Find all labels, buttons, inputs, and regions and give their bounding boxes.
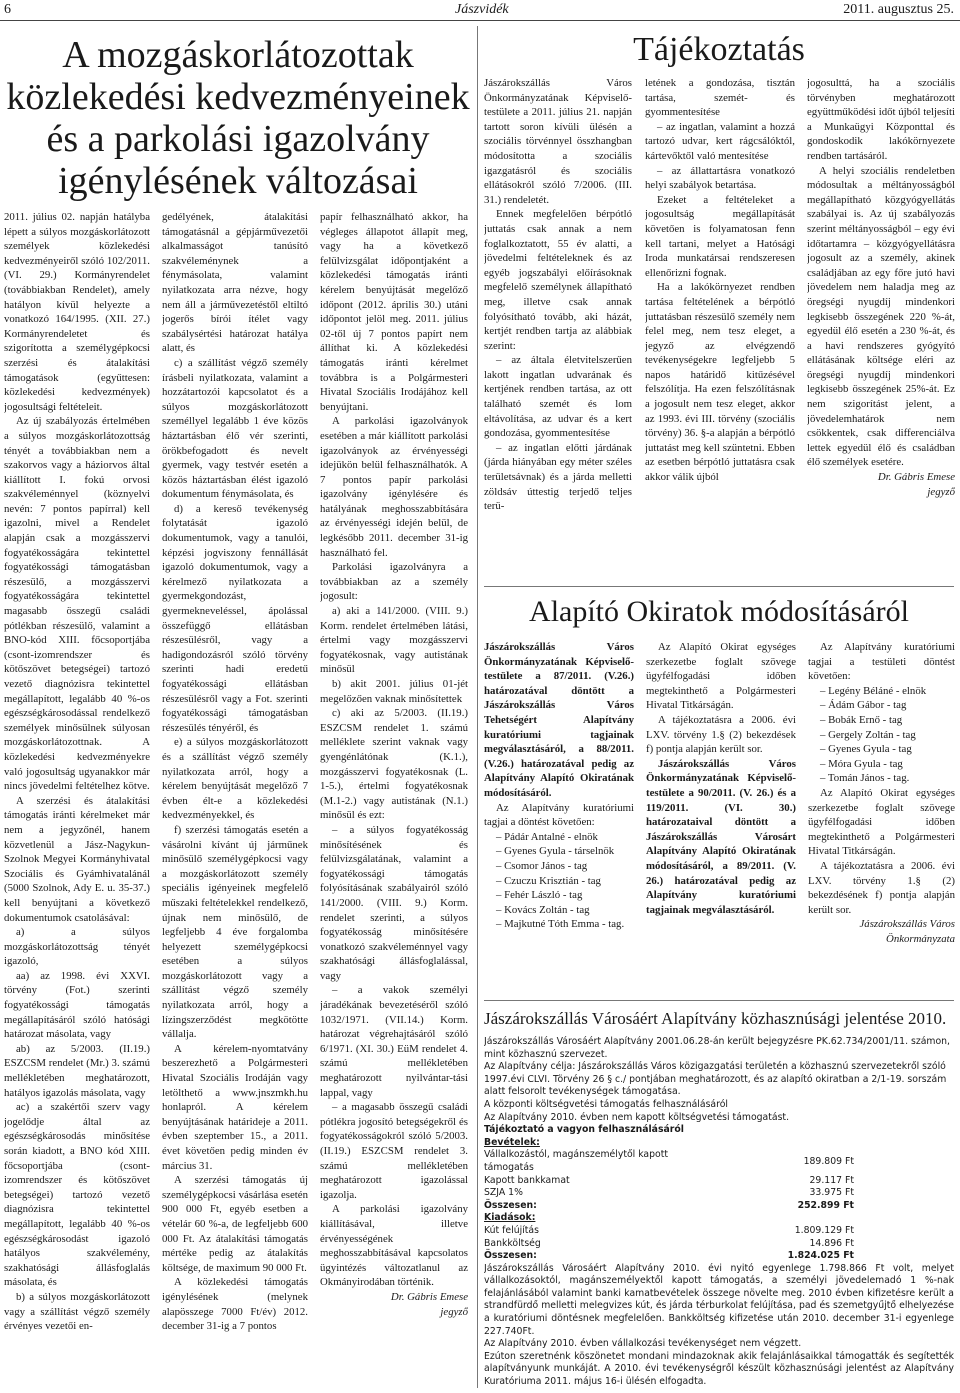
- paragraph: A szerzési és átalakítási támogatás iránti kérelmeket már nem a jegyzőnél, hanem közvetlenül a Jász-Nagykun-Szolnok Megyei Kormányhivatal Szociális és Gyámhivatalánál (5000 Szolnok, Ady E. u. 35-37.) kell benyújtani a következő dokumentumok csatolásával:: [4, 794, 150, 924]
- paragraph: A parkolási igazolvány kiállításával, illetve érvényességének meghosszabbításával kapcsolatos ügyintézés változatlanul az Okmányirodában történik.: [320, 1203, 468, 1289]
- list-item: – Fehér László - tag: [496, 889, 583, 902]
- report-line: Az Alapítvány célja: Jászárokszállás Város közigazgatási területén a közhasznú szervezetekről szóló 1997.évi CLVI. Törvény 26 § c./ pontjában meghatározott, és az alapító okiratban a 2/1-19. sorszám alatt felsorolt tevékenységek támogatása.: [484, 1061, 947, 1098]
- article-title-mozgaskorlatozottak: [0, 34, 476, 202]
- list-item: – Ádám Gábor - tag: [820, 699, 907, 712]
- table-row: [484, 1250, 854, 1263]
- row-label: Kapott bankkamat: [484, 1174, 570, 1186]
- row-label: Bankköltség: [484, 1237, 541, 1249]
- article2-column-2: [645, 76, 795, 584]
- row-label: SZJA 1%: [484, 1187, 523, 1199]
- paragraph: gedélyének, átalakítási támogatásnál a gépjárművezetői alkalmasságot tanúsító szakvéleménynek a fénymásolata, valamint nyilatkozata arra nézve, hogy nem áll a járművezetéstől eltiltó jogerős bírói ítélet vagy szabálysértési határozat hatálya alatt, és: [162, 211, 308, 355]
- paragraph: – az ingatlan előtti járdának (járda hiányában egy méter széles területsávnak) és a járda melletti zöldsáv úttestig terjedő teljes terü-: [484, 441, 632, 513]
- row-value: 1.824.025 Ft: [787, 1250, 854, 1262]
- row-value: 14.896 Ft: [809, 1237, 854, 1249]
- paragraph: A helyi szociális rendeletben módosultak a méltányosságból megállapítható közgyógyellátás szabályai is. Az új szabályozás szerint méltányosságból – egy évi időtartamra – közgyógyellátásra jogosult az a személy, akinek családjában az egy főre jutó havi jövedelem nem haladja meg az öregségi nyugdíj mindenkori legkisebb összegének 220 %-át, egyedül élő esetén a 230 %-át, és a havi rendszeres gyógyító ellátásának költsége eléri az öregségi nyugdíj mindenkori legkisebb összegének 25%-át. Ez nem szigorítást jelent, a jövedelemhatárok nem csökkentek, csak differenciálva lettek egyedül élő és családban élő személyek esetére.: [807, 164, 955, 469]
- paragraph: aa) az 1998. évi XXVI. törvény (Fot.) szerinti fogyatékossági támogatás megállapításáról szóló hatósági határozat másolata, vagy: [4, 969, 150, 1041]
- paragraph: jogosulttá, ha a szociális törvényben meghatározott együttműködési időt újból teljesíti a Munkaügyi Központtal és gondoskodik lakókörnyezete rendben tartásáról.: [807, 77, 955, 162]
- row-value: 189.809 Ft: [803, 1155, 854, 1167]
- issue-date: 2011. augusztus 25.: [843, 2, 954, 17]
- table-row: [484, 1238, 854, 1251]
- report-line: A központi költségvetési támogatás felhasználásáról: [484, 1098, 729, 1110]
- list-item: – Gyenes Gyula - tag: [820, 743, 912, 756]
- signature: Dr. Gábris Emese: [877, 471, 955, 484]
- report-title: Jászárokszállás Városáért Alapítvány közhasznúsági jelentése 2010.: [484, 1009, 947, 1028]
- paragraph: ac) a szakértői szerv vagy jogelődje által az egészségkárosodás minősítése során kiadott, a BNO kód XIII. főcsoportjába (csont-izomrendszer és kötőszövet betegségei) tartozó vezető diagnózisra tekintettel megállapított, legalább 40 %-os egészségkárosodást igazoló hatályos szakvélemény, szakhatósági állásfoglalás másolata, és: [4, 1101, 150, 1289]
- article-title-alapito-okiratok: Alapító Okiratok módosításáról: [529, 595, 909, 628]
- page-header: [0, 0, 960, 22]
- paragraph: Parkolási igazolványra a továbbiakban az a személy jogosult:: [320, 561, 468, 603]
- title-line: igénylésének változásai: [58, 160, 418, 202]
- row-label: Összesen:: [484, 1250, 537, 1262]
- header-rule: [0, 20, 960, 21]
- article-title-tajekoztatas: Tájékoztatás: [633, 31, 805, 68]
- paragraph: – az állattartásra vonatkozó helyi szabályok betartása.: [645, 164, 795, 192]
- report-line: Az Alapítvány 2010. évben vállalkozási tevékenységet nem végzett.: [484, 1338, 802, 1350]
- list-item: – Legény Béláné - elnök: [820, 684, 927, 697]
- page-number: 6: [4, 2, 11, 17]
- paragraph: Az Alapítvány kuratóriumi tagjai a testületi döntést követően:: [808, 641, 955, 683]
- list-item: – Pádár Antalné - elnök: [496, 830, 598, 843]
- row-label: Összesen:: [484, 1199, 537, 1211]
- paragraph: – a súlyos fogyatékosság minősítésének és felülvizsgálatának, valamint a fogyatékossági támogatás folyósításának szabályairól szóló 141/2000. (VIII. 9.) Korm. rendelet szerinti, a súlyos fogyatékosság minősítésére vonatkozó szakvéleménnyel vagy szakhatósági állásfoglalással, vagy: [320, 823, 468, 982]
- paragraph: e) a súlyos mozgáskorlátozott és a szállítást végző személy nyilatkozata arról, hogy a kérelem benyújtását megelőző 7 évben élt-e a közlekedési kedvezményekkel, és: [162, 736, 308, 822]
- paragraph: Az új szabályozás értelmében a súlyos mozgáskorlátozottság tényét a továbbiakban nem a szakorvos vagy a háziorvos által kiállított I. fokú orvosi szakvéleménnyel (köznyelvi nevén: 7 pontos papírral) kell igazolni, mivel a Rendelet alapján csak a mozgásszervi fogyatékosságára tekintettel fogyatékossági támogatásban részesülő, a mozgásszervi fogyatékosságára tekintettel magasabb összegű családi pótlékban részesülő, valamint a BNO-kód XIII. főcsoportjába (csont-izomrendszer és kötőszövet betegségei) tartozó vezető diagnózisra tekintettel megállapított, legalább 40 %-os egészségkárosodással rendelkező személyek minősülnek súlyosan mozgáskorlátozottnak. A közlekedési kedvezményekre való jogosultság ugyanakkor már nincs jövedelmi feltételhez kötve.: [4, 415, 150, 793]
- list-item: – Bobák Ernő - tag: [820, 713, 903, 726]
- title-line: és a parkolási igazolvány: [46, 118, 430, 160]
- table-row: [484, 1225, 854, 1238]
- paragraph: A kérelem-nyomtatvány beszerezhető a Polgármesteri Hivatal Szociális Irodáján vagy letölthető a www.jnszmkh.hu honlapról. A kérelem benyújtásának határideje a 2011. évben szeptember 15., a 2011. évet követően pedig minden év március 31.: [162, 1042, 308, 1172]
- article1-column-3: [320, 210, 468, 1393]
- paragraph: Ennek megfelelően bérpótló juttatás csak annak a nem foglalkoztatott, 55 év alatti, a jövedelmi feltételeknek és az egyéb jogszabályi előírásoknak megfelelő személynek állapítható meg, illetve csak annak folyósítható tovább, aki házát, kertjét rendben tartja az alábbiak szerint:: [484, 208, 632, 352]
- list-item: – Móra Gyula - tag: [820, 757, 903, 770]
- row-label: Vállalkozástól, magánszemélytől kapott támogatás: [484, 1149, 668, 1173]
- table-row: [484, 1149, 854, 1174]
- paragraph: letének a gondozása, tisztán tartása, szemét- és gyommentesítése: [645, 77, 795, 119]
- article3-column-1: [484, 640, 634, 988]
- paragraph: Jászárokszállás Város Önkormányzatának Képviselő-testülete a 90/2011. (V. 26.) és a 119/2011. (VI. 30.) határozataival döntött a Jászárokszállás Városárt Alapítvány Alapító Okiratának módosításáról, a 89/2011. (V. 26.) határozatával pedig az Alapítvány kuratóriumi tagjainak megválasztásáról.: [646, 757, 796, 916]
- paragraph: – a vakok személyi járadékának bevezetéséről szóló 1032/1971. (VII.14.) Korm. határozat végrehajtásáról szóló 6/1971. (XI. 30.) EüM rendelet 4. számú mellékletében meghatározott nyilvántar-tási lappal, vagy: [320, 984, 468, 1099]
- paragraph: Az Alapító Okirat egységes szerkezetbe foglalt szövege ügyfélfogadási időben megtekinthető a Polgármesteri Hivatal Titkárságán.: [808, 786, 955, 858]
- row-value: 33.975 Ft: [809, 1187, 854, 1199]
- title-line: közlekedési kedvezményeinek: [6, 76, 470, 118]
- paragraph: a) a súlyos mozgáskorlátozottság tényét igazoló,: [4, 926, 150, 968]
- expense-table: [484, 1225, 854, 1263]
- paragraph: papír felhasználható akkor, ha végleges állapotot állapít meg, vagy ha a következő felülvizsgálat időpontjaként a közlekedési támogatás iránti kérelem benyújtását megelőző időpont (2012. április 30.) utáni időpontot jelöl meg. 2011. július 02-től új 7 pontos papírt nem állíthat ki. A közlekedési támogatás iránti kérelmet továbbra is a Polgármesteri Hivatal Szociális Irodájához kell benyújtani.: [320, 211, 468, 413]
- list-item: – Kovács Zoltán - tag: [496, 903, 590, 916]
- article2-column-1: [484, 76, 632, 584]
- list-item: – Gergely Zoltán - tag: [820, 728, 916, 741]
- article1-column-1: [4, 210, 150, 1393]
- table-row: [484, 1200, 854, 1213]
- report-line: Jászárokszállás Városáért Alapítvány 2001.06.28-án került bejegyzésre PK.62.734/2001/11. számon, mint közhasznú szervezet.: [484, 1036, 951, 1060]
- report-line: Az Alapítvány 2010. évben nem kapott költségvetési támogatást.: [484, 1111, 790, 1123]
- paragraph: – az ingatlan, valamint a hozzá tartozó udvar, kert rágcsálóktól, kártevőktől való mentesítése: [645, 120, 795, 162]
- article3-column-2: [646, 640, 796, 988]
- paragraph: A parkolási igazolványok esetében a már kiállított parkolási igazolványok az érvényességi idejükön belül felhasználhatók. A 7 pontos papír parkolási igazolvány igénylésére és hatályának meghosszabbítására az érvényességi idején belül, de legkésőbb 2011. december 31-ig használható fel.: [320, 415, 468, 559]
- paragraph: 2011. július 02. napján hatályba lépett a súlyos mozgáskorlátozott személyek közlekedési kedvezményeiről szóló 102/2011. (VI. 29.) Kormányrendelet (továbbiakban Rendelet), amely hatályon kívül helyezte a vonatkozó 164/1995. (XII. 27.) Kormányrendeletet és szigorította a személygépkocsi szerzési és átalakítási támogatások (egyűttesen: közlekedési kedvezmények) jogosultsági feltételeit.: [4, 211, 150, 413]
- newspaper-name: Jászvidék: [455, 2, 509, 17]
- paragraph: A tájékoztatásra a 2006. évi LXV. törvény 1.§ (2) bekezdésének f) pontja alapján került sor.: [808, 859, 955, 916]
- signature: Jászárokszállás Város: [859, 918, 955, 931]
- paragraph: A közlekedési támogatás igénylésének (melynek alapösszege 7000 Ft/év) 2012. december 31-ig a 7 pontos: [162, 1276, 308, 1333]
- paragraph: b) a súlyos mozgáskorlátozott vagy a szállítást végző személy érvényes vezetői en-: [4, 1290, 150, 1333]
- paragraph: ab) az 5/2003. (II.19.) ESZCSM rendelet (Mr.) 3. számú mellékletében meghatározott, hatályos igazolás másolata, vagy: [4, 1042, 150, 1099]
- title-line: A mozgáskorlátozottak: [62, 34, 414, 76]
- table-row: [484, 1175, 854, 1188]
- paragraph: f) szerzési támogatás esetén a vásárolni kívánt új járműnek minősülő személygépkocsi vagy a mozgáskorlátozott személy speciális igényeinek megfelelő műszaki feltételekkel rendelkező, újnak nem minősülő, de legfeljebb 4 éve forgalomba helyezett személygépkocsi esetében a súlyos mozgáskorlátozott vagy a szállítást végző személy nyilatkozata arról, hogy a lízingszerződést megkötötte vállalja.: [162, 823, 308, 1041]
- list-item: – Tomán János - tag.: [820, 772, 910, 785]
- paragraph: – az általa életvitelszerűen lakott ingatlan udvarának és kertjének rendben tartása, az ott található szemét és lom eltávolítása, az udvar és a kert gondozása, gyommentesítése: [484, 354, 632, 440]
- article2-column-3: [807, 76, 955, 584]
- signature-role: jegyző: [927, 485, 955, 498]
- row-value: 252.899 Ft: [797, 1199, 854, 1211]
- article1-column-2: [162, 210, 308, 1393]
- report-subheading: Tájékoztató a vagyon felhasználásáról: [484, 1124, 684, 1136]
- paragraph: c) aki az 5/2003. (II.19.) ESZCSM rendelet 1. számú melléklete szerint vaknak vagy gyengénlátónak (K.1.), mozgásszervi fogyatékosnak (L. 1-5.), értelmi fogyatékosnak (M.1-2.) vagy autistának (N.1.) minősül és ezt:: [320, 707, 468, 822]
- signature-role: Önkormányzata: [886, 932, 955, 945]
- list-item: – Majkutné Tóth Emma - tag.: [496, 918, 625, 931]
- section-divider: [477, 26, 478, 1388]
- article3-column-3: [808, 640, 955, 988]
- list-item: – Czuczu Krisztián - tag: [496, 874, 601, 887]
- public-benefit-report: [484, 1008, 954, 1389]
- paragraph: Jászárokszállás Város Önkormányzatának Képviselő-testülete a 2011. július 21. napján tartott soron kívüli ülésén a szociális törvénnyel összhangban módosította a szociális igazgatásról és szociális ellátásokról szóló 7/2006. (III. 31.) rendeletét.: [484, 77, 632, 206]
- signature: Dr. Gábris Emese: [390, 1290, 468, 1303]
- paragraph: – a magasabb összegű családi pótlékra jogosító betegségekről és fogyatékosságokról szóló 5/2003. (II.19.) ESZCSM rendelet 3. számú mellékletében meghatározott igazolással igazolja.: [320, 1101, 468, 1201]
- section-divider: [484, 586, 954, 587]
- signature-role: jegyző: [440, 1305, 468, 1318]
- list-item: – Csomor János - tag: [496, 859, 588, 872]
- income-table: [484, 1149, 854, 1212]
- paragraph: Az Alapító Okirat egységes szerkezetbe foglalt szövege ügyfélfogadási időben megtekinthető a Polgármesteri Hivatal Titkárságán.: [646, 641, 796, 712]
- paragraph: A szerzési támogatás új személygépkocsi vásárlása esetén 900 000 Ft, egyéb esetben a vételár 60 %-a, de legfeljebb 600 000 Ft. Az átalakítási támogatás mértéke pedig az átalakítás költsége, de maximum 90 000 Ft.: [162, 1174, 308, 1274]
- paragraph: Az Alapítvány kuratóriumi tagjai a döntést követően:: [484, 801, 634, 829]
- report-line: Ezúton szeretnénk köszönetet mondani mindazoknak akik felajánlásaikkal támogatták és segítették alapítványunk munkáját. A 2010. évi tevékenységről készült közhasznúsági jelentést az Alapítvány Kuratóriuma 2011. május 16-i ülésén elfogadta.: [484, 1350, 954, 1388]
- row-label: Kút felújítás: [484, 1224, 539, 1236]
- paragraph: a) aki a 141/2000. (VIII. 9.) Korm. rendelet értelmében látási, értelmi vagy mozgásszervi fogyatékosnak, vagy autistának minősül: [320, 605, 468, 676]
- paragraph: d) a kereső tevékenység folytatását igazoló dokumentumok, vagy a tanulói, képzési jogviszony fennállását igazoló dokumentumok, vagy a kérelmező nyilatkozata a gyermekgondozást, gyermekneveléssel, ápolással összefüggő ellátásban részesülésről, vagy a hadigondozásról szóló törvény szerinti hadi eredetű fogyatékossági ellátásban részesülésről vagy a Fot. szerinti fogyatékossági támogatásban részesülés tényéről, és: [162, 502, 308, 734]
- report-line: Jászárokszállás Városáért Alapítvány 2010. évi nyitó egyenlege 1.798.866 Ft volt, melyet vállalkozásoktól, magánszemélyektől kapott támogatás, a személyi jövedelemadó 1 %-nak felajánlásából valamint banki kamatbevételek összege növelte meg. 2010 évben kifizetésre került a strandfürdő melletti melegvizes kút, és járda térburkolat felújítása, pad és szemetgyűjtő elhelyezése a kuratóriumi döntésnek megfelelően. Bankköltség kifizetése után 2010. december 31-i egyenlege 227.740Ft.: [484, 1262, 954, 1337]
- section-divider: [484, 1000, 954, 1001]
- paragraph: Ha a lakókörnyezet rendben tartása feltételének a bérpótló juttatásban részesülő személy nem felel meg, nem tesz eleget, a jegyző az elvégzendő tevékenységekre legfeljebb 5 napos határidő kitűzésével felszólítja. Ha ezen felszólításnak a jogosult nem tesz eleget, akkor az 1993. évi III. törvény (szociális törvény) 36. §-a alapján a bérpótló juttatást meg kell szüntetni. Ebben az esetben bérpótló juttatásra csak akkor válik újból: [645, 281, 795, 484]
- income-heading: Bevételek:: [484, 1136, 540, 1148]
- row-value: 1.809.129 Ft: [794, 1224, 854, 1236]
- expense-heading: Kiadások:: [484, 1212, 536, 1224]
- paragraph: c) a szállítást végző személy írásbeli nyilatkozata, valamint a hozzátartozói kapcsolatot és a súlyos mozgáskorlátozott személlyel legalább 1 éve közös háztartásban élő vér szerinti, örökbefogadott és nevelt gyermek, vagy testvér esetén a közös háztartásban élést igazoló dokumentum fénymásolata, és: [162, 356, 308, 501]
- paragraph: Ezeket a feltételeket a jogosultság megállapítását követően is folyamatosan fenn kell tartani, melyet a Hatósági Iroda munkatársai rendszeresen ellenőrizni fognak.: [645, 193, 795, 279]
- paragraph: b) akit 2001. július 01-jét megelőzően vaknak minősítettek: [320, 678, 468, 705]
- list-item: – Gyenes Gyula - társelnök: [496, 845, 615, 858]
- row-value: 29.117 Ft: [809, 1174, 854, 1186]
- paragraph: A tájékoztatásra a 2006. évi LXV. törvény 1.§ (2) bekezdések f) pontja alapján került sor.: [646, 713, 796, 756]
- table-row: [484, 1187, 854, 1200]
- paragraph: Jászárokszállás Város Önkormányzatának Képviselő-testülete a 87/2011. (V.26.) határozatával döntött a Jászárokszállás Város Tehetségért Alapítvány kuratóriumi tagjainak megválasztásáról, a 88/2011. (V.26.) határozatával pedig az Alapítvány Alapító Okiratának módosításáról.: [484, 641, 634, 799]
